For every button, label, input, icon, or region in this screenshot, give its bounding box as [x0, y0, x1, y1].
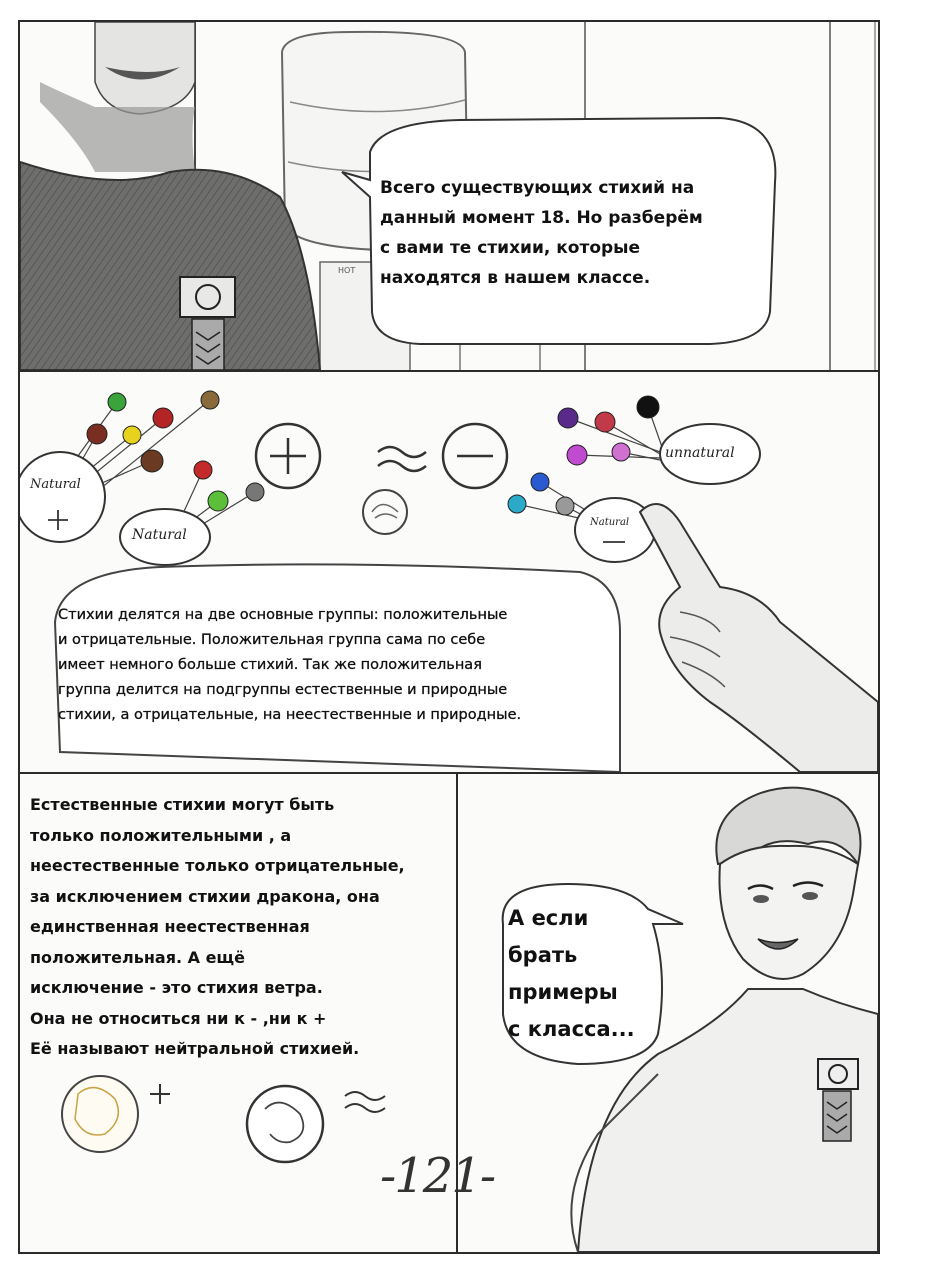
label-unnatural: unnatural — [665, 445, 735, 461]
page-number: -121- — [380, 1148, 495, 1204]
cooler-label: HOT — [338, 266, 356, 275]
label-natural-plus: Natural — [30, 477, 81, 492]
label-natural-minus: Natural — [590, 517, 630, 528]
label-natural: Natural — [132, 527, 187, 543]
elements-groups-caption: Стихии делятся на две основные группы: положительные и отрицательные. Положительная группа сама по себе имеет немного больше стихий. Так же положительная группа делится на подгруппы естественные и природные стихии, а отрицательные, на неестественные и природные. — [58, 607, 522, 723]
speech-bubble-student: А если брать примеры с класса... — [508, 906, 635, 1041]
speech-bubble-teacher: Всего существующих стихий на данный момент 18. Но разберём с вами те стихии, которые находятся в нашем классе. — [380, 178, 703, 288]
elements-rules-caption: Естественные стихии могут быть только положительными , а неестественные только отрицательные, за исключением стихии дракона, она единственная неестественная положительная. А ещё исключение - это стихия ветра. Она не относиться ни к - ,ни к + Её называют нейтральной стихией. — [30, 795, 405, 1058]
